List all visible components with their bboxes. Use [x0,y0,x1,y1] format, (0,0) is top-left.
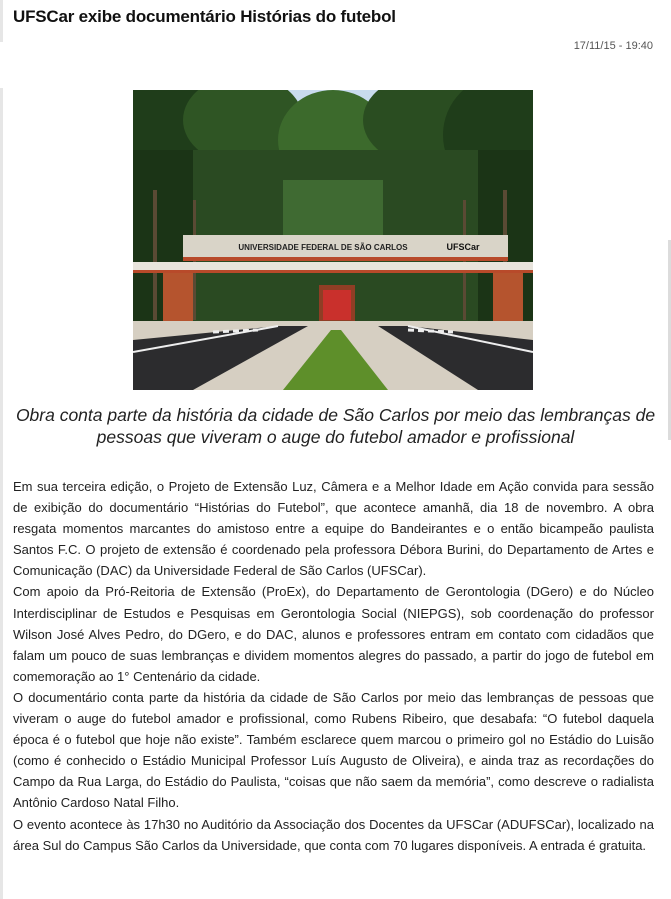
article-headline: UFSCar exibe documentário Histórias do futebol [13,7,396,26]
article-paragraph-3: O documentário conta parte da história da cidade de São Carlos por meio das lembranças de pessoas que viveram o auge do futebol amador e profissional, como Rubens Ribeiro, que desabafa: “O futebol daquela época é o futebol que hoje não existe”. Também esclarece quem marcou o primeiro gol no Estádio do Luisão (como é conhecido o Estádio Municipal Professor Luís Augusto de Oliveira), e ainda traz as recordações do Campo da Rua Larga, do Estádio do Paulista, “coisas que não saem da memória”, como descreve o radialista Antônio Cardoso Natal Filho. [13,689,654,811]
article-body [13,476,654,856]
article-paragraph-2: Com apoio da Pró-Reitoria de Extensão (ProEx), do Departamento de Gerontologia (DGero) e do Núcleo Interdisciplinar de Estudos e Pesquisas em Gerontologia Social (NIEPGS), sob coordenação do professor Wilson José Alves Pedro, do DGero, e do DAC, alunos e professores entram em contato com cidadãos que falam um pouco de suas lembranças e dividem momentos alegres do passado, a partir do jogo de futebol em comemoração ao 1° Centenário da cidade. [13,584,654,684]
article-paragraph-1: Em sua terceira edição, o Projeto de Extensão Luz, Câmera e a Melhor Idade em Ação convida para sessão de exibição do documentário “Histórias do Futebol”, que acontece amanhã, dia 18 de novembro. A obra resgata momentos marcantes do amistoso entre a equipe do Bandeirantes e o então bicampeão paulista Santos F.C. O projeto de extensão é coordenado pela professora Débora Burini, do Departamento de Artes e Comunicação (DAC) da Universidade Federal de São Carlos (UFSCar). [13,479,654,579]
left-border-main [0,88,3,899]
photo-caption: Obra conta parte da história da cidade de São Carlos por meio das lembranças de pessoas que viveram o auge do futebol amador e profissional [15,405,656,447]
article-photo [133,90,533,390]
photo-logo-text: UFSCar [446,242,480,252]
article-datetime: 17/11/15 - 19:40 [573,40,653,52]
article-paragraph-4: O evento acontece às 17h30 no Auditório da Associação dos Docentes da UFSCar (ADUFSCar), localizado na área Sul do Campus São Carlos da Universidade, que conta com 70 lugares disponíveis. A entrada é gratuita. [13,816,654,853]
photo-sign-text: UNIVERSIDADE FEDERAL DE SÃO CARLOS [238,243,408,252]
left-border-top [0,0,3,42]
